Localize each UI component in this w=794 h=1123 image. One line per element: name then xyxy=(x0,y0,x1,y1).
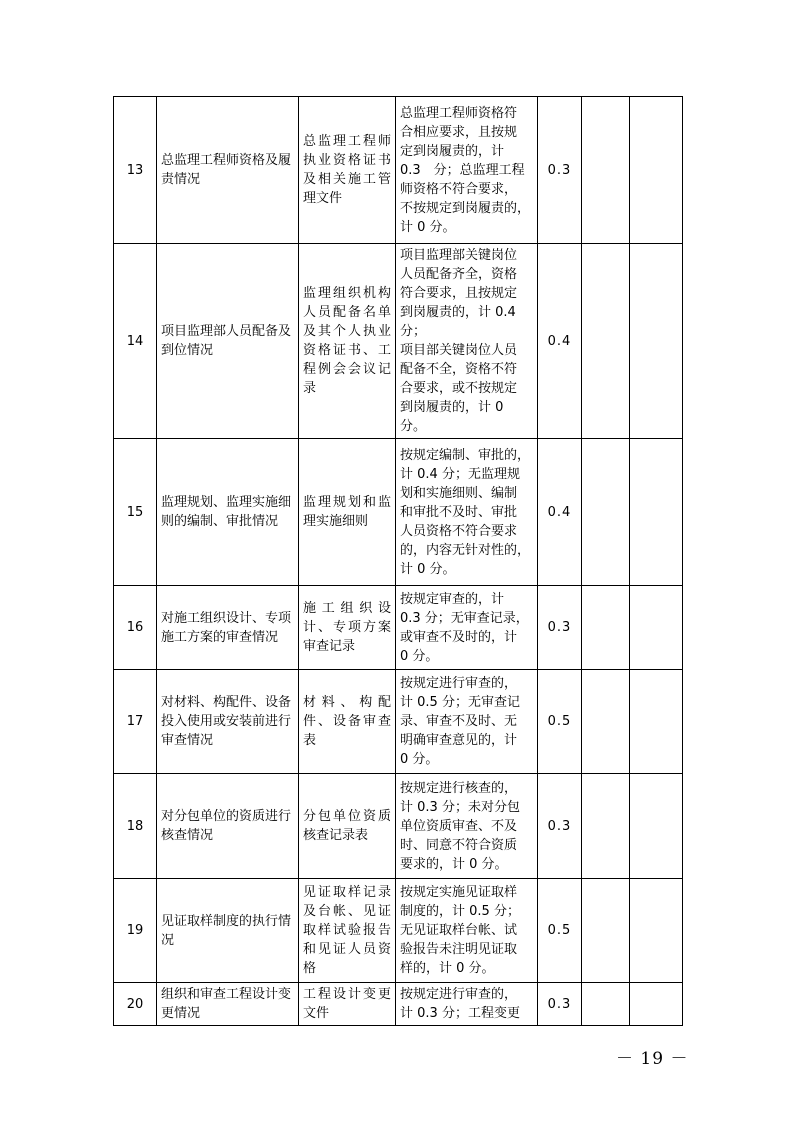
blank-cell xyxy=(630,244,683,439)
scoring-rule-line: 和审批不及时、审批 xyxy=(400,504,518,520)
table-row xyxy=(114,97,683,244)
evaluation-item: 对施工组织设计、专项施工方案的审查情况 xyxy=(157,586,299,670)
blank-cell xyxy=(630,983,683,1026)
scoring-rule-line: 0.3 分；无审查记录， xyxy=(400,610,529,626)
evaluation-item: 项目监理部人员配备及到位情况 xyxy=(157,244,299,439)
blank-cell xyxy=(630,97,683,244)
blank-cell xyxy=(582,774,630,879)
scoring-rule-line: 合要求，或不按规定 xyxy=(400,381,518,396)
score-value: 0.4 xyxy=(538,244,582,439)
scoring-rule-line: 单位资质审查、不及 xyxy=(400,818,518,834)
scoring-rule-line: 划和实施细则、编制 xyxy=(400,485,518,501)
blank-cell xyxy=(582,879,630,983)
supporting-documents: 监理规划和监理实施细则 xyxy=(299,439,396,586)
evaluation-item: 总监理工程师资格及履责情况 xyxy=(157,97,299,244)
scoring-rule-line: 项目监理部关键岗位 xyxy=(400,248,518,263)
row-number: 18 xyxy=(114,774,157,879)
supporting-documents: 材料、构配件、设备审查表 xyxy=(299,670,396,774)
row-number: 13 xyxy=(114,97,157,244)
supporting-documents: 见证取样记录及台帐、见证取样试验报告和见证人员资格 xyxy=(299,879,396,983)
scoring-rule-line: 师资格不符合要求， xyxy=(400,181,518,197)
scoring-rule-line: 配备不全，资格不符 xyxy=(400,362,518,377)
evaluation-item: 对材料、构配件、设备投入使用或安装前进行审查情况 xyxy=(157,670,299,774)
table-row xyxy=(114,439,683,586)
scoring-rule-line: 的，内容无针对性的， xyxy=(400,542,531,558)
scoring-rule-line: 符合要求，且按规定 xyxy=(400,286,518,301)
score-value: 0.5 xyxy=(538,879,582,983)
supporting-documents: 施工组织设计、专项方案审查记录 xyxy=(299,586,396,670)
scoring-rule-line: 到岗履责的，计 0 分。 xyxy=(400,400,504,434)
scoring-rule-line: 制度的，计 0.5 分； xyxy=(400,904,520,919)
scoring-rule-line: 验报告未注明见证取 xyxy=(400,942,518,957)
scoring-rule-line: 计 0.4 分；无监理规 xyxy=(400,466,520,482)
blank-cell xyxy=(582,983,630,1026)
scoring-rule-line: 录、审查不及时、无 xyxy=(400,714,518,729)
table-row xyxy=(114,983,683,1026)
row-number: 15 xyxy=(114,439,157,586)
score-value: 0.5 xyxy=(538,670,582,774)
table-body xyxy=(114,97,683,1026)
scoring-rule-line: 明确审查意见的，计 xyxy=(400,733,518,748)
table-row xyxy=(114,670,683,774)
scoring-rule xyxy=(396,983,538,1026)
scoring-rule-line: 计 0.3 分；未对分包 xyxy=(400,799,520,815)
row-number: 20 xyxy=(114,983,157,1026)
scoring-rule-line: 或审查不及时的，计 xyxy=(400,629,518,645)
blank-cell xyxy=(582,439,630,586)
blank-cell xyxy=(582,586,630,670)
score-value: 0.4 xyxy=(538,439,582,586)
scoring-rule-line: 计 0.3 分；工程变更 xyxy=(400,1006,520,1021)
scoring-rule-line: 分； xyxy=(400,324,427,339)
scoring-rule-line: 按规定进行审查的， xyxy=(400,676,518,691)
score-value: 0.3 xyxy=(538,97,582,244)
blank-cell xyxy=(630,670,683,774)
scoring-rule-line: 时、同意不符合资质 xyxy=(400,837,518,853)
scoring-rule-line: 计 0 分。 xyxy=(400,219,456,235)
scoring-rule-line: 按规定进行审查的， xyxy=(400,987,518,1002)
row-number: 16 xyxy=(114,586,157,670)
blank-cell xyxy=(582,670,630,774)
score-value: 0.3 xyxy=(538,586,582,670)
scoring-rule-line: 0 分。 xyxy=(400,648,439,664)
supporting-documents: 监理组织机构人员配备名单及其个人执业资格证书、工程例会会议记录 xyxy=(299,244,396,439)
scoring-rule xyxy=(396,879,538,983)
scoring-rule xyxy=(396,244,538,439)
table-row xyxy=(114,586,683,670)
blank-cell xyxy=(630,879,683,983)
scoring-rule-line: 无见证取样台帐、试 xyxy=(400,923,518,938)
scoring-rule xyxy=(396,774,538,879)
table-row xyxy=(114,879,683,983)
row-number: 14 xyxy=(114,244,157,439)
score-value: 0.3 xyxy=(538,983,582,1026)
scoring-rule-line: 0 分。 xyxy=(400,752,439,767)
blank-cell xyxy=(582,244,630,439)
scoring-rule-line: 按规定实施见证取样 xyxy=(400,885,518,900)
row-number: 17 xyxy=(114,670,157,774)
blank-cell xyxy=(630,439,683,586)
scoring-rule xyxy=(396,586,538,670)
scoring-rule-line: 人员资格不符合要求 xyxy=(400,523,518,539)
score-value: 0.3 xyxy=(538,774,582,879)
blank-cell xyxy=(630,774,683,879)
evaluation-item: 监理规划、监理实施细则的编制、审批情况 xyxy=(157,439,299,586)
scoring-rule-line: 合相应要求，且按规 xyxy=(400,124,518,140)
scoring-rule-line: 按规定审查的，计 xyxy=(400,591,505,607)
blank-cell xyxy=(582,97,630,244)
evaluation-item: 组织和审查工程设计变更情况 xyxy=(157,983,299,1026)
scoring-rule xyxy=(396,670,538,774)
table-row xyxy=(114,774,683,879)
table-row xyxy=(114,244,683,439)
supporting-documents: 总监理工程师执业资格证书及相关施工管理文件 xyxy=(299,97,396,244)
scoring-rule-line: 要求的，计 0 分。 xyxy=(400,856,508,872)
scoring-rule-line: 总监理工程师资格符 xyxy=(400,105,518,121)
evaluation-table xyxy=(113,96,683,1026)
evaluation-item: 见证取样制度的执行情况 xyxy=(157,879,299,983)
blank-cell xyxy=(630,586,683,670)
page-number: － 19 － xyxy=(616,1049,689,1069)
scoring-rule-line: 按规定编制、审批的， xyxy=(400,447,531,463)
scoring-rule-line: 项目部关键岗位人员 xyxy=(400,343,518,358)
scoring-rule-line: 不按规定到岗履责的， xyxy=(400,200,531,216)
scoring-rule-line: 计 0 分。 xyxy=(400,561,456,577)
scoring-rule-line: 人员配备齐全，资格 xyxy=(400,267,518,282)
supporting-documents: 分包单位资质核查记录表 xyxy=(299,774,396,879)
scoring-rule-line: 到岗履责的，计 0.4 xyxy=(400,305,516,320)
scoring-rule xyxy=(396,439,538,586)
scoring-rule-line: 定到岗履责的，计 xyxy=(400,143,505,159)
supporting-documents: 工程设计变更文件 xyxy=(299,983,396,1026)
scoring-rule xyxy=(396,97,538,244)
evaluation-item: 对分包单位的资质进行核查情况 xyxy=(157,774,299,879)
scoring-rule-line: 按规定进行核查的， xyxy=(400,780,518,796)
row-number: 19 xyxy=(114,879,157,983)
scoring-rule-line: 0.3 分；总监理工程 xyxy=(400,162,525,178)
scoring-rule-line: 样的，计 0 分。 xyxy=(400,961,495,976)
scoring-rule-line: 计 0.5 分；无审查记 xyxy=(400,695,520,710)
